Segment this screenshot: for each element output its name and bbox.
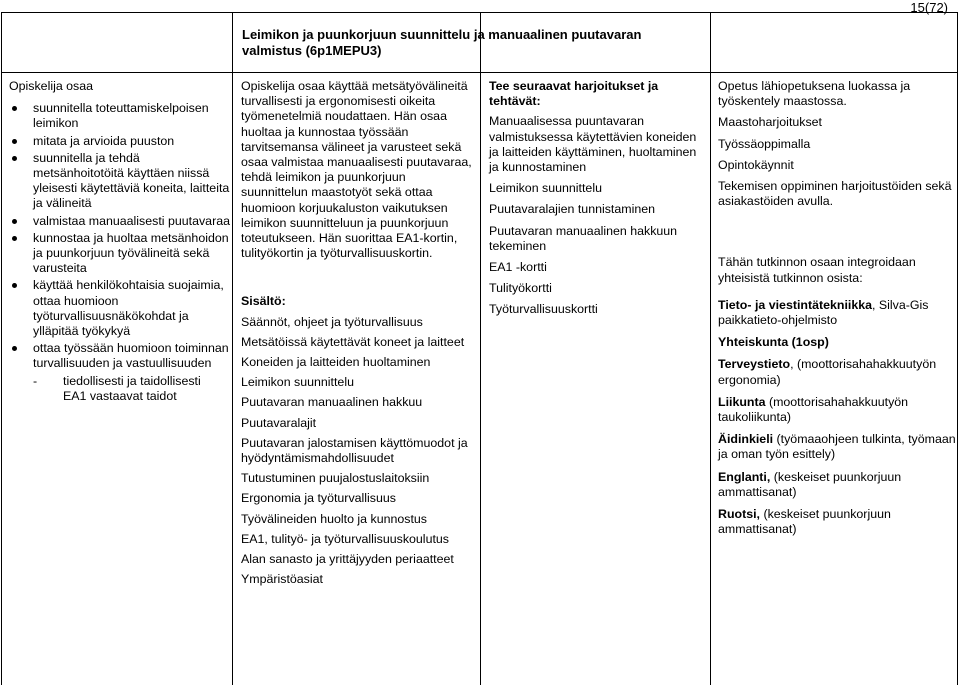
content-item: Tutustuminen puujalostuslaitoksiin — [241, 471, 430, 486]
method-item: Opetus lähiopetuksena luokassa ja työskentely maastossa. — [718, 79, 911, 109]
title-line: Leimikon ja puunkorjuun suunnittelu ja manuaalinen puutavaran — [242, 27, 642, 42]
page-number: 15(72) — [910, 0, 948, 15]
exercises-column — [489, 79, 707, 324]
sub-item-text: EA1 vastaavat taidot — [63, 388, 177, 403]
exercise-item: EA1 -kortti — [489, 260, 547, 275]
objectives-heading: Opiskelija osaa — [9, 79, 94, 93]
content-item: Puutavaran manuaalinen hakkuu — [241, 395, 423, 410]
title-line: valmistus (6p1MEPU3) — [242, 43, 382, 58]
column-divider — [232, 12, 233, 685]
sub-item — [9, 374, 231, 389]
integration-text: Tähän tutkinnon osaan integroidaan yhteisistä tutkinnon osista: — [718, 255, 916, 285]
subject-detail: , Silva-Gis paikkatieto-ohjelmisto — [718, 297, 929, 328]
related-subject — [718, 395, 956, 425]
method-item: Tekemisen oppiminen harjoitustöiden sekä asiakastöiden avulla. — [718, 179, 952, 209]
content-item: Koneiden ja laitteiden huoltaminen — [241, 355, 431, 370]
exercises-heading: Tee seuraavat harjoitukset ja tehtävät: — [489, 79, 659, 109]
related-subject — [718, 335, 956, 350]
method-item: Työssäoppimalla — [718, 136, 811, 151]
content-item: Alan sanasto ja yrittäjyyden periaatteet — [241, 552, 454, 567]
subject-name: Liikunta — [718, 394, 766, 409]
description-paragraph: Opiskelija osaa käyttää metsätyövälineitä turvallisesti ja ergonomisesti oikeita työmenetelmiä noudattaen. Hän osaa huoltaa ja kunnostaa työssään tarvitsemansa välineet ja varusteet sekä osaa valmistaa manuaalisesti puutavaraa, tehdä leimikon ja puunkorjuun suunnittelun maastotyöt sekä ottaa huomioon korjuukaluston vaikutuksen leimikon suunnitteluun ja puunkorjuun toteutukseen. Hän suorittaa EA1-kortin, tulityökortin ja työturvallisuuskortin. — [241, 79, 472, 261]
subject-name: Englanti, — [718, 469, 771, 484]
list-item: mitata ja arvioida puuston — [9, 134, 231, 149]
content-item: Leimikon suunnittelu — [241, 375, 354, 390]
exercise-item: Tulityökortti — [489, 281, 552, 296]
list-item: suunnitella toteuttamiskelpoisen leimikon — [9, 101, 231, 131]
list-item: kunnostaa ja huoltaa metsänhoidon ja puunkorjuun työvälineitä sekä varusteita — [9, 231, 231, 277]
method-item: Maastoharjoitukset — [718, 115, 822, 130]
subject-detail: , (moottorisahahakkuutyön ergonomia) — [718, 357, 937, 387]
subject-name: Yhteiskunta (1osp) — [718, 335, 829, 350]
subject-detail: (keskeiset puunkorjuun ammattisanat) — [718, 469, 902, 499]
exercise-item: Puutavaralajien tunnistaminen — [489, 202, 656, 217]
content-item: Säännöt, ohjeet ja työturvallisuus — [241, 314, 423, 329]
header-divider — [1, 72, 958, 73]
related-subject — [718, 357, 956, 387]
content-heading: Sisältö: — [241, 294, 286, 309]
subject-name: Äidinkieli — [718, 432, 774, 447]
page-title — [242, 27, 672, 59]
related-subject — [718, 507, 956, 537]
exercise-item: Puutavaran manuaalinen hakkuun tekeminen — [489, 223, 678, 253]
list-item: käyttää henkilökohtaisia suojaimia, ottaa huomioon työturvallisuusnäkökohdat ja ylläpitää työkykyä — [9, 278, 231, 339]
content-item: Metsätöissä käytettävät koneet ja laitteet — [241, 334, 465, 349]
subject-detail: (keskeiset puunkorjuun ammattisanat) — [718, 507, 891, 537]
dash-marker: - — [33, 373, 38, 388]
subject-name: Terveystieto — [718, 357, 791, 372]
content-item: Ergonomia ja työturvallisuus — [241, 491, 396, 506]
content-item: Puutavaralajit — [241, 415, 317, 430]
exercise-item: Manuaalisessa puuntavaran valmistuksessa käytettävien koneiden ja laitteiden käyttäminen, huoltaminen ja kunnostaminen — [489, 114, 697, 175]
exercise-item: Leimikon suunnittelu — [489, 181, 602, 196]
list-item: valmistaa manuaalisesti puutavaraa — [9, 214, 231, 229]
related-subject — [718, 298, 956, 328]
list-item: suunnitella ja tehdä metsänhoitotöitä käyttäen niissä yleisesti käytettäviä koneita, laitteita ja välineitä — [9, 151, 231, 212]
objectives-list — [9, 101, 231, 371]
content-column — [241, 79, 475, 592]
sub-item-text: tiedollisesti ja taidollisesti — [63, 373, 201, 388]
related-subject — [718, 432, 956, 462]
objectives-column — [9, 79, 231, 404]
exercise-item: Työturvallisuuskortti — [489, 302, 598, 317]
column-divider — [480, 12, 481, 685]
column-divider — [710, 12, 711, 685]
methods-column — [718, 79, 956, 544]
content-item: Puutavaran jalostamisen käyttömuodot ja hyödyntämismahdollisuudet — [241, 435, 468, 466]
subject-detail: (työmaaohjeen tulkinta, työmaan ja oman työn esittely) — [718, 432, 956, 462]
content-item: Ympäristöasiat — [241, 572, 323, 587]
subject-detail: (moottorisahahakkuutyön taukoliikunta) — [718, 394, 909, 425]
content-item: EA1, tulityö- ja työturvallisuuskoulutus — [241, 531, 449, 546]
subject-name: Ruotsi, — [718, 507, 760, 522]
subject-name: Tieto- ja viestintätekniikka — [718, 297, 873, 312]
list-item: ottaa työssään huomioon toiminnan turvallisuuden ja vastuullisuuden — [9, 341, 231, 371]
content-item: Työvälineiden huolto ja kunnostus — [241, 511, 427, 526]
method-item: Opintokäynnit — [718, 157, 794, 172]
related-subject — [718, 470, 956, 500]
